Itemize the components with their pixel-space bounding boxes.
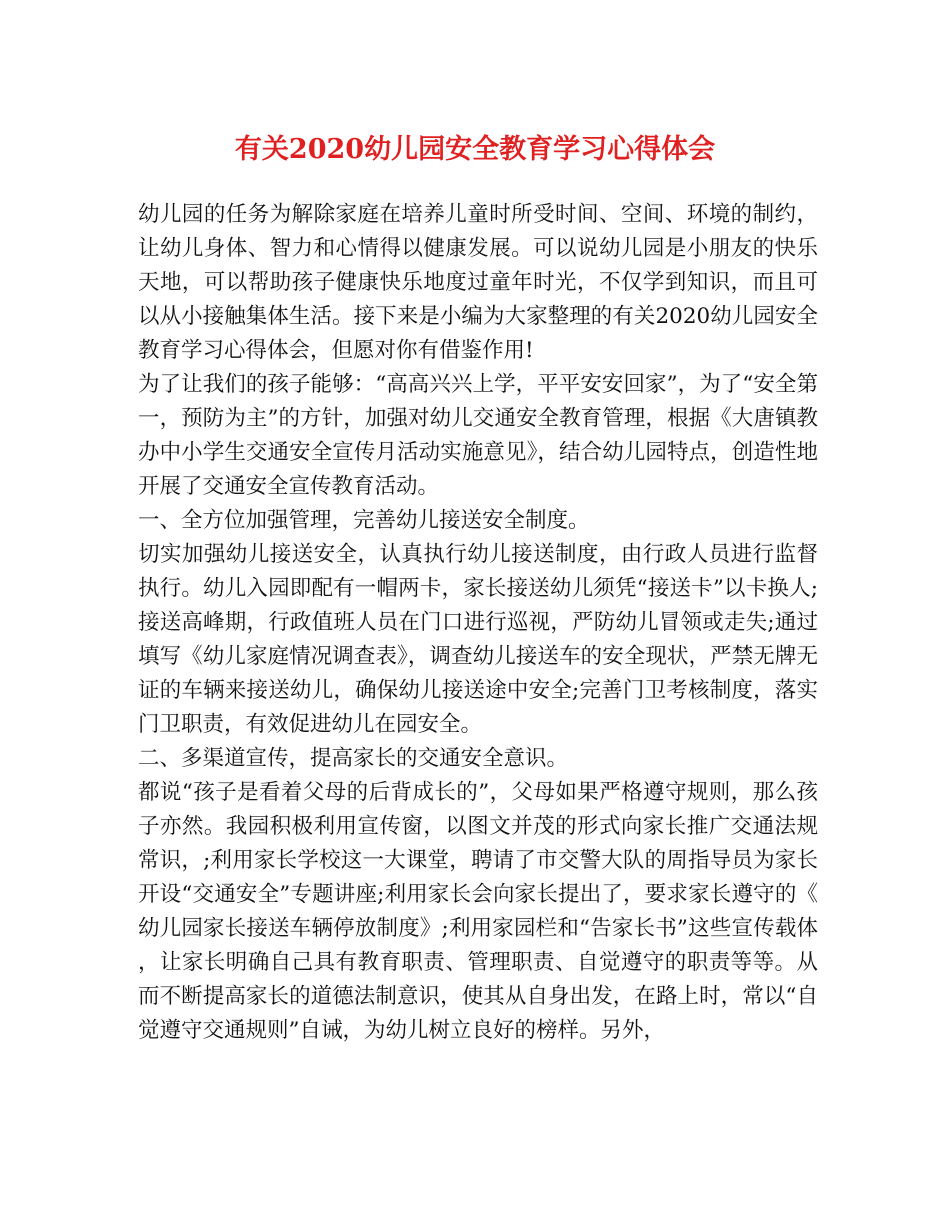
paragraph-intro: 幼儿园的任务为解除家庭在培养儿童时所受时间、空间、环境的制约，让幼儿身体、智力和心情得以健康发展。可以说幼儿园是小朋友的快乐天地，可以帮助孩子健康快乐地度过童年时光，不仅学到知识，而且可以从小接触集体生活。接下来是小编为大家整理的有关2020幼儿园安全教育学习心得体会，但愿对你有借鉴作用!	[138, 202, 818, 363]
paragraph-section-1: 切实加强幼儿接送安全，认真执行幼儿接送制度，由行政人员进行监督执行。幼儿入园即配有一帽两卡，家长接送幼儿须凭“接送卡”以卡换人;接送高峰期，行政值班人员在门口进行巡视，严防幼儿冒领或走失;通过填写《幼儿家庭情况调查表》，调查幼儿接送车的安全现状，严禁无牌无证的车辆来接送幼儿，确保幼儿接送途中安全;完善门卫考核制度，落实门卫职责，有效促进幼儿在园安全。	[138, 542, 818, 737]
paragraph-section-2: 都说“孩子是看着父母的后背成长的”，父母如果严格遵守规则，那么孩子亦然。我园积极利用宣传窗，以图文并茂的形式向家长推广交通法规常识，;利用家长学校这一大课堂，聘请了市交警大队的周指导员为家长开设“交通安全”专题讲座;利用家长会向家长提出了，要求家长遵守的《幼儿园家长接送车辆停放制度》;利用家园栏和“告家长书”这些宣传载体，让家长明确自己具有教育职责、管理职责、自觉遵守的职责等等。从而不断提高家长的道德法制意识，使其从自身出发，在路上时，常以“自觉遵守交通规则”自诫，为幼儿树立良好的榜样。另外，	[138, 780, 818, 1043]
document-title: 有关2020幼儿园安全教育学习心得体会	[234, 134, 716, 165]
paragraph-background: 为了让我们的孩子能够：“高高兴兴上学，平平安安回家”，为了“安全第一，预防为主”的方针，加强对幼儿交通安全教育管理，根据《大唐镇教办中小学生交通安全宣传月活动实施意见》，结合幼儿园特点，创造性地开展了交通安全宣传教育活动。	[138, 372, 818, 499]
section-heading-2: 二、多渠道宣传，提高家长的交通安全意识。	[138, 746, 569, 771]
section-heading-1: 一、全方位加强管理，完善幼儿接送安全制度。	[138, 508, 590, 533]
document-body	[138, 198, 818, 1048]
